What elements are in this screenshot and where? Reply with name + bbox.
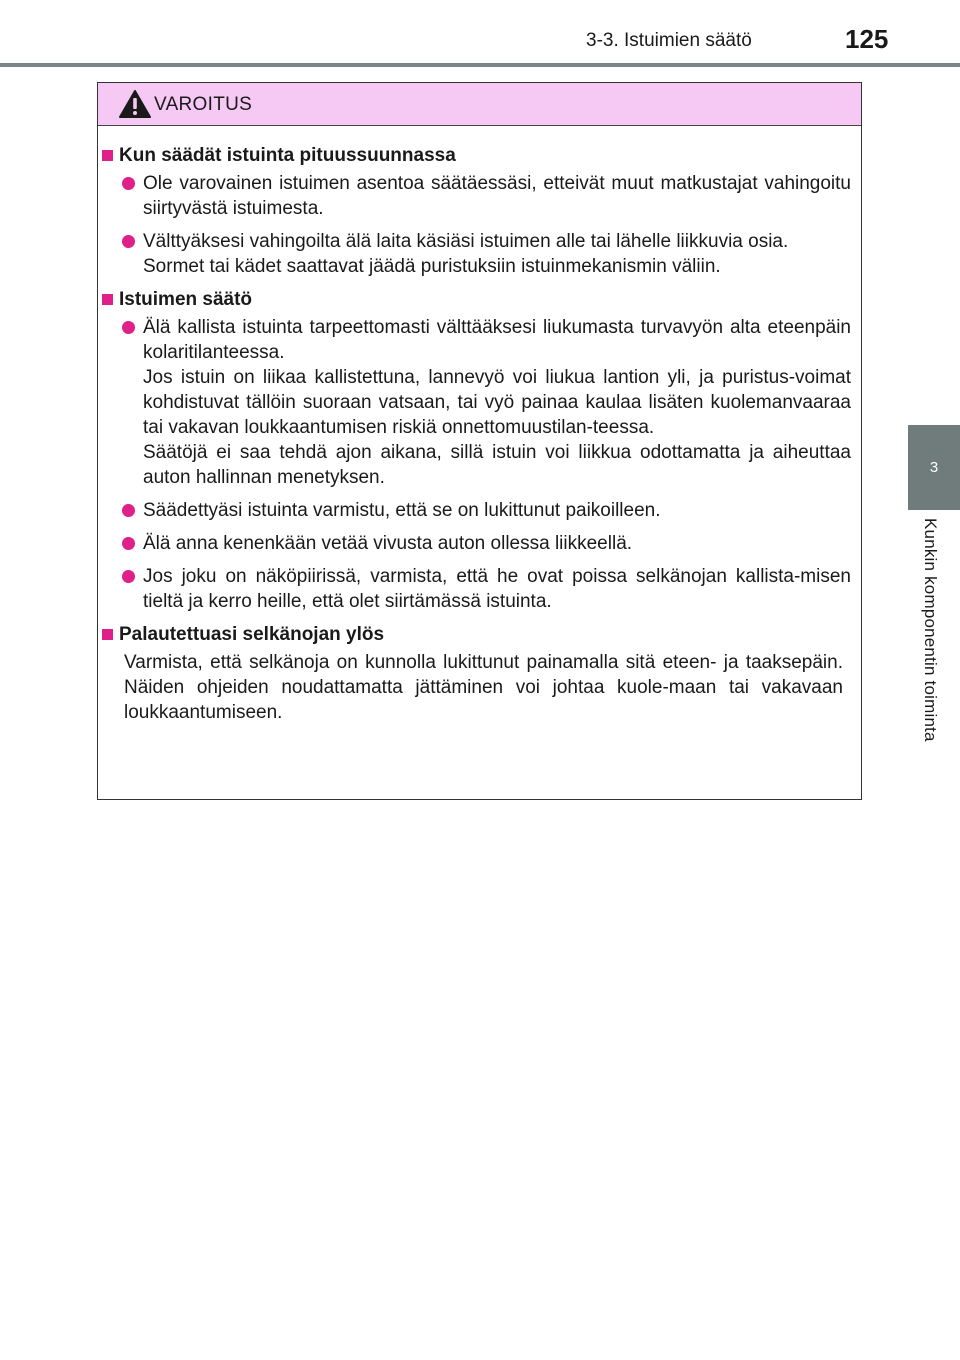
warning-title: VAROITUS [154, 94, 253, 115]
warning-header [98, 83, 861, 126]
section-heading [102, 143, 851, 168]
warning-triangle-icon [118, 89, 152, 119]
warning-content [98, 125, 861, 731]
section-heading-text: Kun säädät istuinta pituussuunnassa [119, 145, 456, 166]
square-bullet-icon [102, 150, 113, 161]
list-item-text: Välttyäksesi vahingoilta älä laita käsiäsi istuimen alle tai lähelle liikkuvia osia. [143, 231, 789, 252]
list-item-text: Sormet tai kädet saattavat jäädä puristuksiin istuinmekanismin väliin. [143, 256, 721, 277]
round-bullet-icon [122, 537, 135, 550]
section-heading [102, 622, 851, 647]
list-item-text: Jos joku on näköpiirissä, varmista, että he ovat poissa selkänojan kallista-misen tieltä ja kerro heille, että olet siirtämässä istuinta. [143, 566, 851, 612]
list-item-text: Älä anna kenenkään vetää vivusta auton ollessa liikkeellä. [143, 533, 633, 554]
chapter-title: Kunkin komponentin toiminta [921, 518, 940, 742]
section-heading-text: Istuimen säätö [119, 289, 253, 310]
list-item-text: Säätöjä ei saa tehdä ajon aikana, sillä istuin voi liikkua odottamatta ja aiheuttaa auton hallinnan menetyksen. [143, 442, 851, 488]
list-item [102, 315, 851, 490]
section-paragraph: Varmista, että selkänoja on kunnolla lukittunut painamalla sitä eteen- ja taaksepäin. Näiden ohjeiden noudattamatta jättäminen voi johtaa kuole-maan tai vakavaan loukkaantumiseen. [124, 652, 843, 723]
round-bullet-icon [122, 235, 135, 248]
list-item-text: Ole varovainen istuimen asentoa säätäessäsi, etteivät muut matkustajat vahingoitu siirtyvästä istuimesta. [143, 173, 851, 219]
section-heading-text: Palautettuasi selkänojan ylös [119, 624, 385, 645]
warning-box [97, 82, 862, 800]
list-item-text: Jos istuin on liikaa kallistettuna, lannevyö voi liukua lantion yli, ja puristus-voimat kohdistuvat tällöin suoraan vatsaan, tai vyö painaa kaulaa lisäten kuolemanvaaraa tai vakavan loukkaantumisen riskiä onnettomuustilan-teessa. [143, 367, 851, 438]
list-item [102, 498, 851, 523]
list-item-text: Älä kallista istuinta tarpeettomasti välttääksesi liukumasta turvavyön alta eteenpäin kolaritilanteessa. [143, 317, 851, 363]
list-item [102, 171, 851, 221]
round-bullet-icon [122, 570, 135, 583]
round-bullet-icon [122, 177, 135, 190]
warning-section [102, 143, 851, 279]
section-heading [102, 287, 851, 312]
page-number: 125 [845, 24, 889, 54]
list-item [102, 229, 851, 279]
warning-section [102, 622, 851, 725]
header-divider [0, 63, 960, 67]
warning-section [102, 287, 851, 614]
round-bullet-icon [122, 504, 135, 517]
page-section-title: 3-3. Istuimien säätö [586, 30, 752, 51]
list-item [102, 531, 851, 556]
chapter-tab [908, 425, 960, 510]
list-item [102, 564, 851, 614]
chapter-number: 3 [929, 459, 939, 476]
round-bullet-icon [122, 321, 135, 334]
list-item-text: Säädettyäsi istuinta varmistu, että se on lukittunut paikoilleen. [143, 500, 661, 521]
square-bullet-icon [102, 629, 113, 640]
square-bullet-icon [102, 294, 113, 305]
